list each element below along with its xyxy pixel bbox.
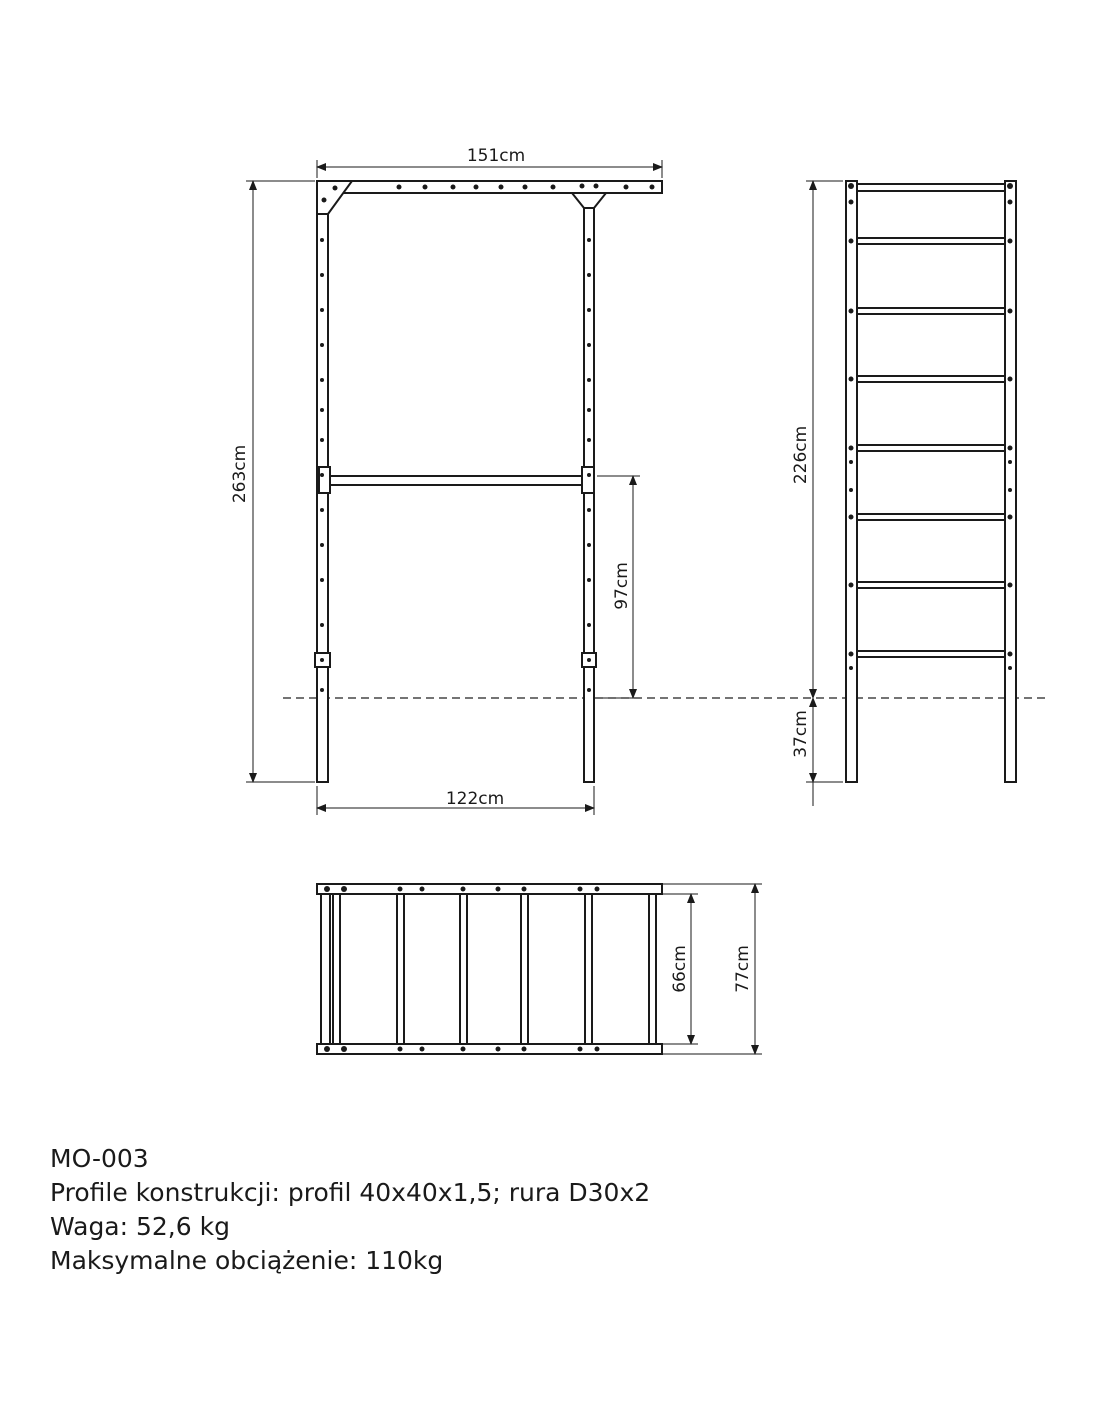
top-crossbar	[460, 894, 467, 1044]
side-rung	[857, 308, 1005, 314]
profiles-text: Profile konstrukcji: profil 40x40x1,5; rura D30x2	[50, 1178, 651, 1207]
top-right-crossbar	[649, 894, 656, 1044]
side-dimensions	[806, 181, 843, 806]
side-rung	[857, 514, 1005, 520]
dim-front-bar-height: 97cm	[612, 562, 632, 610]
dim-front-top-width: 151cm	[466, 146, 526, 166]
dim-side-ground-depth: 37cm	[791, 710, 811, 758]
side-view	[846, 181, 1016, 782]
front-bolts	[320, 184, 655, 693]
side-bolts	[848, 183, 1013, 670]
side-rung	[857, 376, 1005, 382]
model-code: MO-003	[50, 1144, 149, 1173]
front-top-beam	[317, 181, 662, 193]
top-left-crossbar	[321, 894, 330, 1044]
dim-front-height: 263cm	[230, 444, 250, 504]
side-left-post	[846, 181, 857, 782]
max-load-text: Maksymalne obciążenie: 110kg	[50, 1246, 444, 1275]
front-dimensions	[246, 160, 662, 815]
dim-side-height: 226cm	[791, 425, 811, 485]
top-view	[317, 884, 662, 1054]
side-right-post	[1005, 181, 1016, 782]
dim-top-outer-depth: 77cm	[733, 945, 753, 993]
front-view	[315, 181, 662, 782]
top-front-beam	[317, 884, 662, 894]
product-specs	[50, 1142, 650, 1278]
top-crossbar	[333, 894, 340, 1044]
dim-top-inner-depth: 66cm	[670, 945, 690, 993]
top-crossbar	[585, 894, 592, 1044]
top-crossbar	[521, 894, 528, 1044]
front-pullup-bar	[328, 476, 584, 485]
side-rung	[857, 445, 1005, 451]
side-rung	[857, 582, 1005, 588]
side-rung	[857, 651, 1005, 657]
top-crossbar	[397, 894, 404, 1044]
front-right-bracket	[572, 193, 606, 208]
top-back-beam	[317, 1044, 662, 1054]
weight-text: Waga: 52,6 kg	[50, 1212, 230, 1241]
side-rung	[857, 238, 1005, 244]
side-top-rung	[857, 184, 1005, 191]
dim-front-base-width: 122cm	[445, 789, 505, 809]
